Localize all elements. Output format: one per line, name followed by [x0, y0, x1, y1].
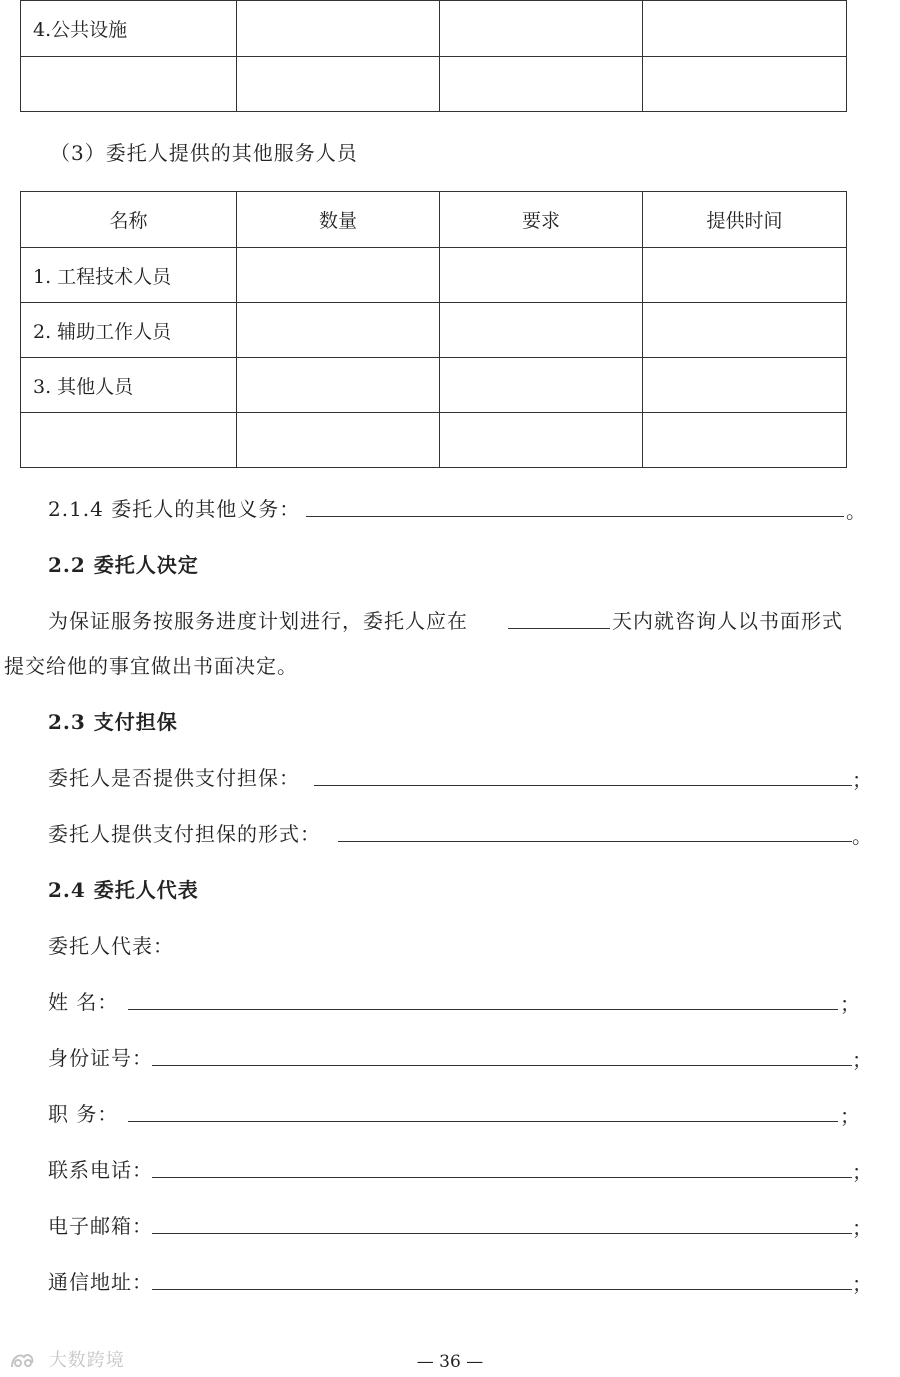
column-header: 要求 [440, 192, 643, 248]
id-number-blank[interactable] [152, 1065, 852, 1066]
id-number-label: 身份证号： [48, 1046, 153, 1070]
page-number: — 36 — [416, 1352, 484, 1372]
table-row [21, 358, 847, 413]
table-cell [643, 57, 847, 112]
section-3-title: （3）委托人提供的其他服务人员 [50, 141, 358, 165]
table-cell [440, 57, 643, 112]
table-cell [643, 248, 847, 303]
section-2-3-heading: 2.3 支付担保 [48, 710, 178, 734]
table-cell [440, 303, 643, 358]
section-2-2-heading: 2.2 委托人决定 [48, 553, 199, 577]
table-cell: 3. 其他人员 [21, 358, 237, 413]
section-2-2-para-end: 天内就咨询人以书面形式 [612, 609, 843, 633]
phone-end: ； [852, 1160, 872, 1184]
position-label: 职 务： [48, 1102, 119, 1126]
email-label: 电子邮箱： [48, 1214, 153, 1238]
column-header: 名称 [21, 192, 237, 248]
table-row [21, 248, 847, 303]
email-end: ； [852, 1216, 872, 1240]
email-blank[interactable] [152, 1233, 852, 1234]
watermark-logo-icon [10, 1351, 36, 1371]
guarantee-form-question: 委托人提供支付担保的形式： [48, 822, 321, 846]
address-blank[interactable] [152, 1289, 852, 1290]
item-2-1-4-end: 。 [846, 499, 866, 523]
table-row [21, 57, 847, 112]
position-blank[interactable] [128, 1121, 838, 1122]
table-cell [237, 57, 440, 112]
table-cell [237, 248, 440, 303]
table-cell [440, 248, 643, 303]
table-row [21, 303, 847, 358]
table-cell [237, 1, 440, 57]
table-cell [237, 358, 440, 413]
table-cell [21, 413, 237, 468]
facilities-table [20, 0, 847, 112]
table-row [21, 413, 847, 468]
watermark-text: 大数跨境 [48, 1350, 125, 1371]
name-end: ； [840, 992, 860, 1016]
section-2-4-heading: 2.4 委托人代表 [48, 878, 199, 902]
address-label: 通信地址： [48, 1270, 153, 1294]
watermark [10, 1346, 125, 1372]
name-label: 姓 名： [48, 990, 119, 1014]
table-cell [237, 413, 440, 468]
item-2-1-4-label: 2.1.4 委托人的其他义务： [48, 497, 301, 521]
table-cell [643, 1, 847, 57]
phone-label: 联系电话： [48, 1158, 153, 1182]
item-2-1-4-blank[interactable] [306, 516, 844, 517]
section-2-2-para-start: 为保证服务按服务进度计划进行，委托人应在 [48, 609, 468, 633]
table-cell [237, 303, 440, 358]
position-end: ； [840, 1104, 860, 1128]
table-cell [643, 303, 847, 358]
table-cell [440, 413, 643, 468]
table-cell [440, 1, 643, 57]
section-2-2-para-line2: 提交给他的事宜做出书面决定。 [4, 654, 298, 678]
table-cell [643, 413, 847, 468]
column-header: 提供时间 [643, 192, 847, 248]
guarantee-form-end: 。 [852, 824, 872, 848]
table-cell: 4.公共设施 [21, 1, 237, 57]
payment-guarantee-end: ； [852, 768, 872, 792]
id-number-end: ； [852, 1048, 872, 1072]
table-cell [643, 358, 847, 413]
table-row [21, 1, 847, 57]
guarantee-form-blank[interactable] [338, 841, 852, 842]
representative-intro: 委托人代表： [48, 934, 174, 958]
column-header: 数量 [237, 192, 440, 248]
payment-guarantee-question: 委托人是否提供支付担保： [48, 766, 300, 790]
table-cell [21, 57, 237, 112]
name-blank[interactable] [128, 1009, 838, 1010]
table-cell: 1. 工程技术人员 [21, 248, 237, 303]
table-cell: 2. 辅助工作人员 [21, 303, 237, 358]
staff-table [20, 191, 847, 468]
table-header-row [21, 192, 847, 248]
phone-blank[interactable] [152, 1177, 852, 1178]
payment-guarantee-blank[interactable] [314, 785, 852, 786]
address-end: ； [852, 1272, 872, 1296]
table-cell [440, 358, 643, 413]
decision-days-blank[interactable] [508, 628, 610, 629]
